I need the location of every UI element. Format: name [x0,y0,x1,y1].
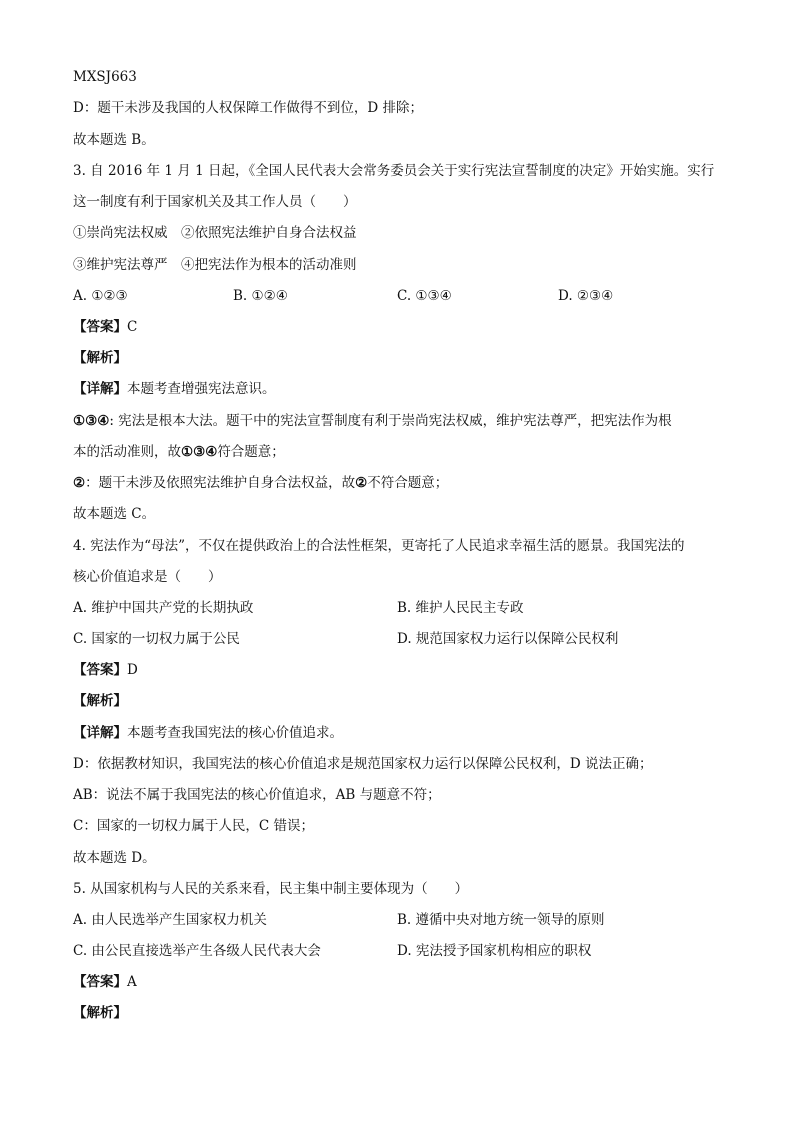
q4-option-b: B. 维护人民民主专政 [397,600,524,616]
q5-answer [73,973,137,991]
q4-stem-line1: 4. 宪法作为“母法”，不仅在提供政治上的合法性框架，更寄托了人民追求幸福生活的愿景。我国宪法的 [73,538,685,554]
q3-items-line1: ①崇尚宪法权威 ②依照宪法维护自身合法权益 [73,225,357,241]
answer-value: A [127,974,137,990]
analysis-mark: ② [73,475,86,491]
q3-option-a: A. ①②③ [73,288,128,304]
q2-conclusion: 故本题选 B。 [73,132,155,148]
q4-c-analysis: C：国家的一切权力属于人民，C 错误； [73,818,314,834]
q4-d-analysis: D：依据教材知识，我国宪法的核心价值追求是规范国家权力运行以保障公民权利，D 说法正确； [73,756,653,772]
analysis-marks: ①③④ [181,444,218,460]
detail-intro: 本题考查我国宪法的核心价值追求。 [127,725,343,741]
analysis-text: 不符合题意； [367,475,449,491]
answer-value: D [127,662,138,678]
q3-option-d: D. ②③④ [558,288,614,304]
q5-analysis-tag: 【解析】 [73,1005,127,1021]
q2-d-analysis: D：题干未涉及我国的人权保障工作做得不到位，D 排除； [73,100,423,116]
analysis-marks: ①③④ [73,413,110,429]
analysis-text: 本的活动准则，故 [73,444,181,460]
q5-option-b: B. 遵循中央对地方统一领导的原则 [397,912,605,928]
q5-option-a: A. 由人民选举产生国家权力机关 [73,912,267,928]
q4-option-c: C. 国家的一切权力属于公民 [73,631,240,647]
q3-answer [73,318,137,336]
q3-analysis-line1 [73,412,672,430]
q5-option-c: C. 由公民直接选举产生各级人民代表大会 [73,943,321,959]
detail-tag: 【详解】 [73,725,127,741]
q3-items-line2: ③维护宪法尊严 ④把宪法作为根本的活动准则 [73,257,357,273]
detail-intro: 本题考查增强宪法意识。 [127,381,276,397]
q4-stem-line2: 核心价值追求是（ ） [73,569,222,585]
q3-detail [73,380,276,398]
q4-answer [73,661,138,679]
analysis-mark: ② [355,475,368,491]
analysis-text: ：题干未涉及依照宪法维护自身合法权益，故 [85,475,356,491]
analysis-text: 符合题意； [217,444,285,460]
q3-conclusion: 故本题选 C。 [73,506,156,522]
q5-option-d: D. 宪法授予国家机构相应的职权 [397,943,592,959]
q3-option-c: C. ①③④ [397,288,452,304]
q4-analysis-tag: 【解析】 [73,693,127,709]
header-code: MXSJ663 [73,69,137,85]
answer-tag: 【答案】 [73,662,127,678]
answer-tag: 【答案】 [73,319,127,335]
q4-option-d: D. 规范国家权力运行以保障公民权利 [397,631,619,647]
q3-stem-line1: 3. 自 2016 年 1 月 1 日起，《全国人民代表大会常务委员会关于实行宪法宣誓制度的决定》开始实施。实行 [73,163,715,179]
q3-analysis-line2 [73,443,285,461]
q3-stem-line2: 这一制度有利于国家机关及其工作人员（ ） [73,194,357,210]
detail-tag: 【详解】 [73,381,127,397]
q4-ab-analysis: AB：说法不属于我国宪法的核心价值追求，AB 与题意不符； [73,787,441,803]
q4-option-a: A. 维护中国共产党的长期执政 [73,600,254,616]
answer-tag: 【答案】 [73,974,127,990]
q4-detail [73,724,343,742]
q3-analysis-line3 [73,474,448,492]
q4-conclusion: 故本题选 D。 [73,850,156,866]
q5-stem-line1: 5. 从国家机构与人民的关系来看，民主集中制主要体现为（ ） [73,881,469,897]
analysis-text: : 宪法是根本大法。题干中的宪法宣誓制度有利于崇尚宪法权威，维护宪法尊严，把宪法作为根 [109,413,672,429]
q3-analysis-tag: 【解析】 [73,350,127,366]
answer-value: C [127,319,138,335]
q3-option-b: B. ①②④ [233,288,288,304]
